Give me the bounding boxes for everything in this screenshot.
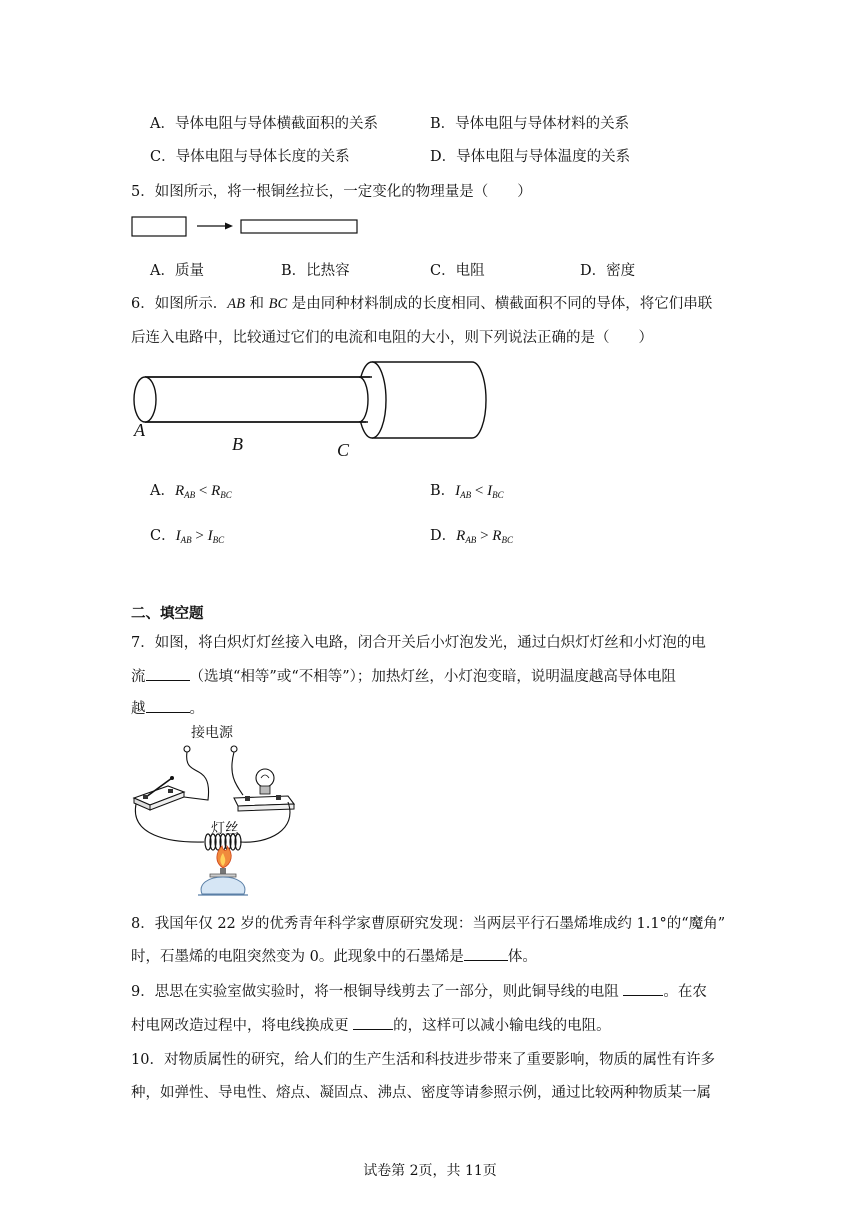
q8-line2-rest: 体。 xyxy=(507,949,537,965)
q6-option-c-var1: I xyxy=(175,528,181,544)
q7-stem-line1: 7．如图，将白炽灯灯丝接入电路，闭合开关后小灯泡发光，通过白炽灯灯丝和小灯泡的电 xyxy=(131,635,706,651)
q9-line2-prefix: 村电网改造过程中，将电线换成更 xyxy=(131,1018,354,1034)
q6-option-b-var1: I xyxy=(455,483,461,499)
q9-blank-2[interactable] xyxy=(353,1015,393,1030)
q6-option-c-var2: I xyxy=(207,528,213,544)
q6-option-c-sub1: AB xyxy=(180,535,192,545)
q6-option-d-op: > xyxy=(476,528,493,544)
q10-stem-line2: 种，如弹性、导电性、熔点、凝固点、沸点、密度等请参照示例，通过比较两种物质某一属 xyxy=(131,1085,711,1101)
q6-option-b-op: < xyxy=(471,483,488,499)
q6-stem-prefix: 6．如图所示． xyxy=(131,296,228,312)
section-fill-in-title: 二、填空题 xyxy=(131,605,204,622)
q9-blank-1[interactable] xyxy=(623,981,663,996)
q6-option-b-var2: I xyxy=(487,483,493,499)
q6-option-d-var2: R xyxy=(492,528,502,544)
q6-stem-line2: 后连入电路中，比较通过它们的电流和电阻的大小，则下列说法正确的是（ ） xyxy=(131,330,653,346)
q7-stem-line3 xyxy=(131,697,204,718)
q6-option-d-sub2: BC xyxy=(501,535,513,545)
q6-option-b-label: B． xyxy=(430,483,456,499)
q7-line3-prefix: 越 xyxy=(131,701,146,717)
q4-option-a: A．导体电阻与导体横截面积的关系 xyxy=(150,116,378,132)
q7-label-power: 接电源 xyxy=(191,725,233,741)
q6-option-b xyxy=(430,479,504,500)
q5-option-b: B．比热容 xyxy=(281,263,350,279)
q6-bc: BC xyxy=(268,296,288,312)
q5-wire-figure xyxy=(131,214,361,240)
q6-label-b: B xyxy=(232,434,243,454)
q6-conductor-figure xyxy=(128,356,368,460)
q6-option-a-var1: R xyxy=(174,483,185,499)
q6-ab: AB xyxy=(227,296,245,312)
q7-stem-line2 xyxy=(131,665,676,686)
q6-label-c: C xyxy=(337,440,350,460)
q6-option-c-op: > xyxy=(191,528,208,544)
q5-option-d: D．密度 xyxy=(580,263,636,279)
q6-option-d-var1: R xyxy=(456,528,466,544)
q5-option-a: A．质量 xyxy=(150,263,204,279)
q6-option-a-sub2: BC xyxy=(220,490,232,500)
q6-option-a-op: < xyxy=(195,483,212,499)
q4-option-d: D．导体电阻与导体温度的关系 xyxy=(430,149,631,165)
q5-stem: 5．如图所示，将一根铜丝拉长，一定变化的物理量是（ ） xyxy=(131,184,532,200)
q6-stem-line1 xyxy=(131,292,712,313)
q7-circuit-figure xyxy=(128,740,298,900)
q9-stem-line2 xyxy=(131,1014,611,1035)
q6-option-c-sub2: BC xyxy=(212,535,225,545)
q7-blank-2[interactable] xyxy=(146,698,190,713)
q6-option-a xyxy=(150,479,232,500)
q6-option-b-sub1: AB xyxy=(460,490,472,500)
q6-option-d-sub1: AB xyxy=(465,535,477,545)
q8-stem-line2 xyxy=(131,945,537,966)
q8-line2-prefix: 时，石墨烯的电阻突然变为 0。此现象中的石墨烯是 xyxy=(131,949,464,965)
q7-label-filament: 灯丝 xyxy=(211,821,239,837)
q6-option-d-label: D． xyxy=(430,528,457,544)
q7-line2-rest: （选填“相等”或“不相等”）；加热灯丝，小灯泡变暗，说明温度越高导体电阻 xyxy=(189,669,676,685)
q6-option-b-sub2: BC xyxy=(492,490,504,500)
q5-option-c: C．电阻 xyxy=(430,263,485,279)
q7-blank-1[interactable] xyxy=(146,666,190,681)
q6-label-a: A xyxy=(134,420,145,440)
q9-line2-rest: 的，这样可以减小输电线的电阻。 xyxy=(393,1018,611,1034)
q9-line1-prefix: 9．思思在实验室做实验时，将一根铜导线剪去了一部分，则此铜导线的电阻 xyxy=(131,984,624,1000)
q6-stem-rest: 是由同种材料制成的长度相同、横截面积不同的导体，将它们串联 xyxy=(287,296,713,312)
q9-line1-rest: 。在农 xyxy=(663,984,707,1000)
q6-option-c xyxy=(150,524,224,545)
q6-option-d xyxy=(430,524,513,545)
q10-stem-line1: 10．对物质属性的研究，给人们的生产生活和科技进步带来了重要影响，物质的属性有许多 xyxy=(131,1052,715,1068)
q8-stem-line1: 8．我国年仅 22 岁的优秀青年科学家曹原研究发现：当两层平行石墨烯堆成约 1.1°的“魔角” xyxy=(131,916,726,932)
page-footer: 试卷第 2页，共 11页 xyxy=(363,1163,497,1179)
q6-option-a-label: A． xyxy=(150,483,175,499)
q6-option-a-sub1: AB xyxy=(184,490,196,500)
q4-option-b: B．导体电阻与导体材料的关系 xyxy=(430,116,630,132)
q4-option-c: C．导体电阻与导体长度的关系 xyxy=(150,149,350,165)
q8-blank[interactable] xyxy=(464,946,508,961)
q9-stem-line1 xyxy=(131,980,707,1001)
q7-line2-prefix: 流 xyxy=(131,669,146,685)
q6-and: 和 xyxy=(244,296,269,312)
q6-option-a-var2: R xyxy=(211,483,221,499)
q6-option-c-label: C． xyxy=(150,528,176,544)
q7-line3-rest: 。 xyxy=(189,701,204,717)
